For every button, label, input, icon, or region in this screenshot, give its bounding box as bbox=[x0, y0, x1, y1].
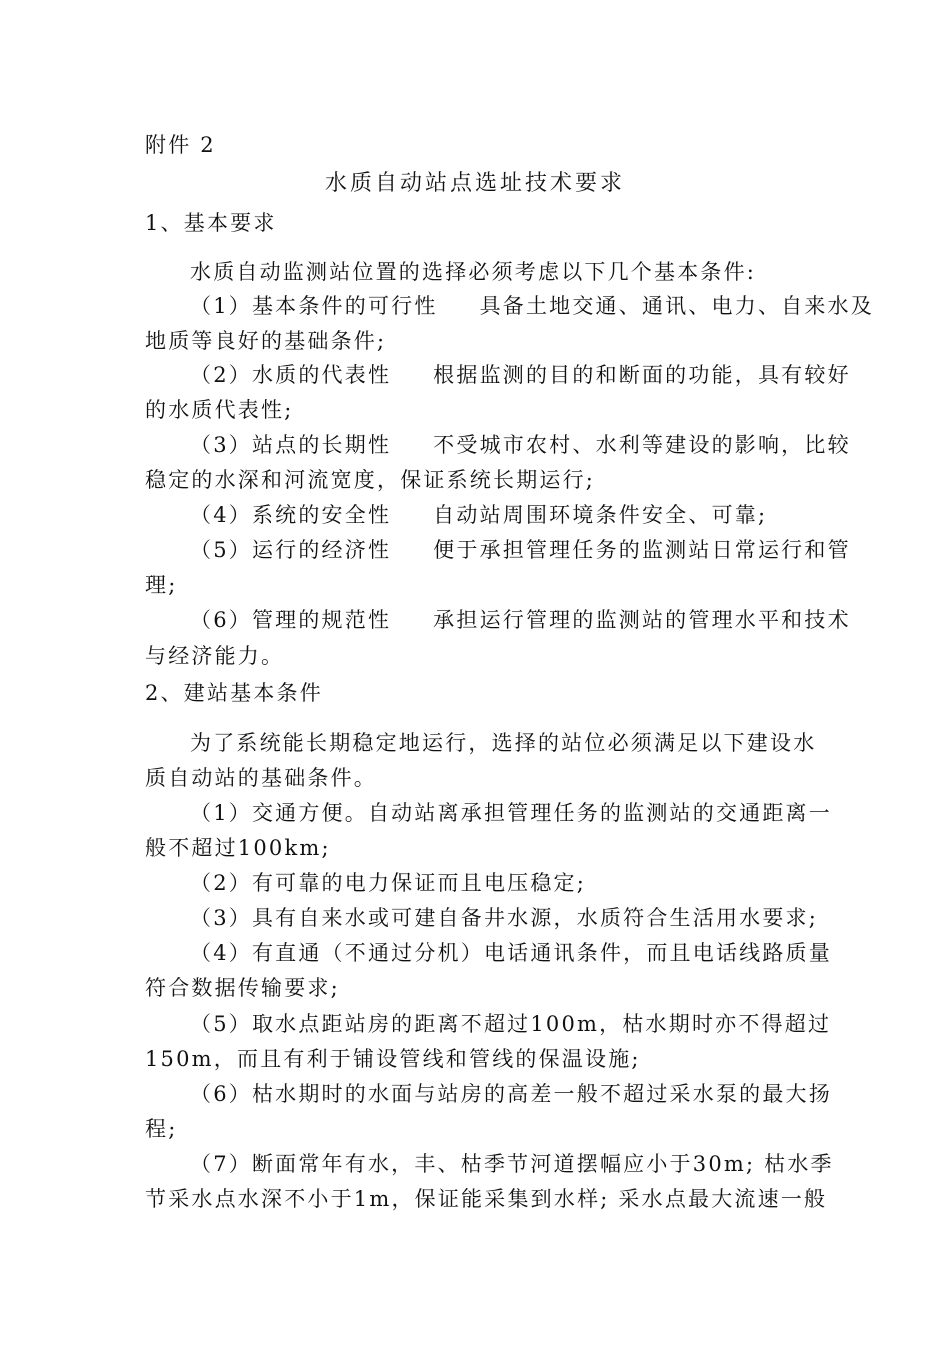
section1-item-2-cont: 的水质代表性; bbox=[145, 398, 294, 422]
item-text: 自动站周围环境条件安全、可靠; bbox=[433, 503, 768, 527]
document-title: 水质自动站点选址技术要求 bbox=[324, 171, 625, 196]
section2-item-7-cont: 节采水点水深不小于1m，保证能采集到水样; 采水点最大流速一般 bbox=[145, 1187, 828, 1211]
section2-item-6: （6）枯水期时的水面与站房的高差一般不超过采水泵的最大扬 bbox=[190, 1082, 832, 1106]
section1-item-1-cont: 地质等良好的基础条件; bbox=[145, 329, 387, 353]
section2-item-6-cont: 程; bbox=[145, 1117, 178, 1141]
section1-item-1 bbox=[190, 292, 874, 320]
item-label: （4）系统的安全性 bbox=[190, 503, 392, 527]
section2-item-1-cont: 般不超过100km; bbox=[145, 836, 331, 860]
section2-item-5-cont: 150m，而且有利于铺设管线和管线的保温设施; bbox=[145, 1047, 641, 1071]
item-text: 便于承担管理任务的监测站日常运行和管 bbox=[433, 538, 851, 562]
section1-item-2 bbox=[190, 361, 851, 389]
section1-item-5-cont: 理; bbox=[145, 573, 178, 597]
section2-item-7: （7）断面常年有水，丰、枯季节河道摆幅应小于30m; 枯水季 bbox=[190, 1152, 834, 1176]
item-text: 具备土地交通、通讯、电力、自来水及 bbox=[479, 294, 874, 318]
section2-intro: 为了系统能长期稳定地运行，选择的站位必须满足以下建设水 bbox=[190, 731, 817, 755]
item-label: （1）基本条件的可行性 bbox=[190, 294, 438, 318]
section2-item-5: （5）取水点距站房的距离不超过100m，枯水期时亦不得超过 bbox=[190, 1012, 832, 1036]
section2-item-1: （1）交通方便。自动站离承担管理任务的监测站的交通距离一 bbox=[190, 801, 832, 825]
section1-heading: 1、基本要求 bbox=[145, 211, 277, 235]
section1-item-6 bbox=[190, 606, 851, 634]
section1-intro: 水质自动监测站位置的选择必须考虑以下几个基本条件: bbox=[190, 260, 757, 284]
item-label: （6）管理的规范性 bbox=[190, 608, 392, 632]
section1-item-4 bbox=[190, 501, 767, 529]
section2-item-3: （3）具有自来水或可建自备井水源，水质符合生活用水要求; bbox=[190, 906, 819, 930]
section2-intro-cont: 质自动站的基础条件。 bbox=[145, 766, 377, 790]
item-text: 不受城市农村、水利等建设的影响，比较 bbox=[433, 433, 851, 457]
section1-item-3 bbox=[190, 431, 851, 459]
item-text: 承担运行管理的监测站的管理水平和技术 bbox=[433, 608, 851, 632]
section2-item-4: （4）有直通（不通过分机）电话通讯条件，而且电话线路质量 bbox=[190, 941, 832, 965]
section2-heading: 2、建站基本条件 bbox=[145, 681, 323, 705]
section2-item-2: （2）有可靠的电力保证而且电压稳定; bbox=[190, 871, 587, 895]
attachment-label: 附件 2 bbox=[145, 133, 216, 157]
item-label: （3）站点的长期性 bbox=[190, 433, 392, 457]
item-label: （5）运行的经济性 bbox=[190, 538, 392, 562]
item-label: （2）水质的代表性 bbox=[190, 363, 392, 387]
section1-item-6-cont: 与经济能力。 bbox=[145, 644, 285, 668]
item-text: 根据监测的目的和断面的功能，具有较好 bbox=[433, 363, 851, 387]
section1-item-3-cont: 稳定的水深和河流宽度，保证系统长期运行; bbox=[145, 468, 596, 492]
section2-item-4-cont: 符合数据传输要求; bbox=[145, 976, 340, 1000]
section1-item-5 bbox=[190, 536, 851, 564]
